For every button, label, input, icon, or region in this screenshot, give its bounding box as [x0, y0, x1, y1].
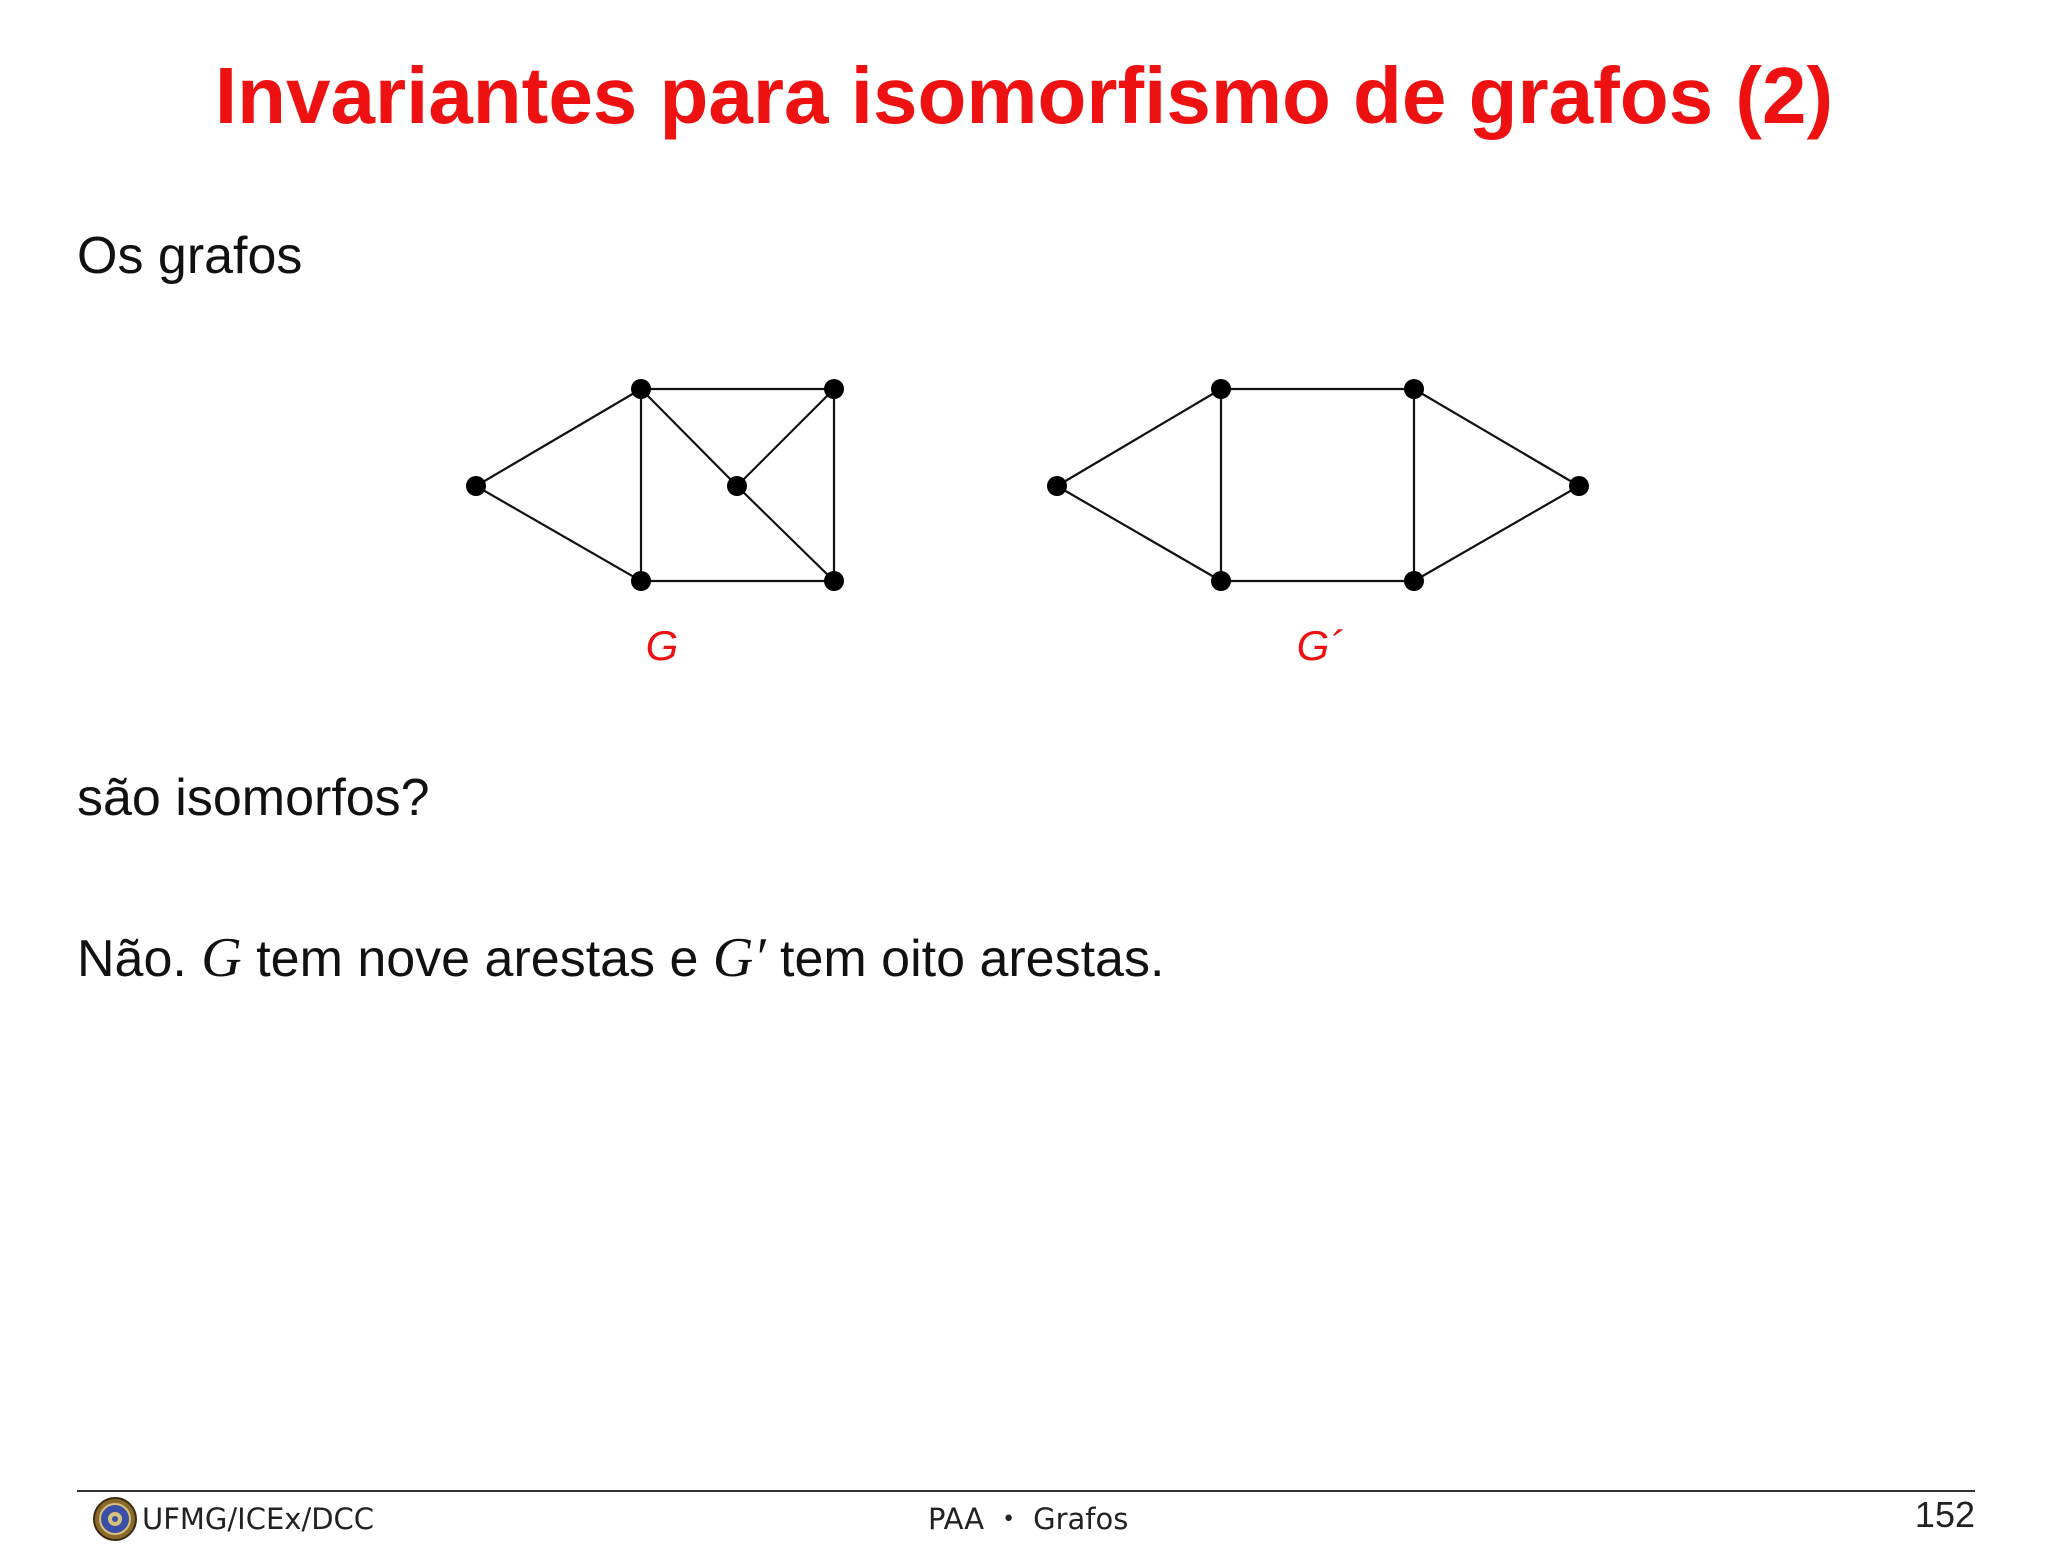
graphs-figure: [0, 0, 2048, 700]
graph-g-edge: [737, 389, 834, 486]
answer-text: [77, 926, 1164, 991]
graph-g-label: G: [645, 622, 679, 669]
graph-g-prime-edge: [1057, 486, 1221, 581]
answer-middle: tem nove arestas e: [241, 930, 713, 988]
footer-center: [928, 1502, 1128, 1536]
graph-g-vertices: [466, 379, 844, 591]
graph-g-prime: [1057, 389, 1579, 581]
footer-course: PAA: [928, 1502, 985, 1536]
graph-g-prime-edge: [1414, 389, 1579, 486]
intro-text: Os grafos: [77, 227, 303, 285]
footer-divider: [77, 1490, 1975, 1492]
math-g-prime: G′: [712, 927, 766, 989]
math-g: G: [201, 927, 242, 989]
ufmg-seal-icon: [92, 1496, 138, 1542]
graph-g: [476, 389, 834, 581]
answer-suffix: tem oito arestas.: [765, 930, 1165, 988]
graph-g-prime-vertices: [1047, 379, 1589, 591]
graph-g-prime-vertex: [1047, 476, 1067, 496]
graph-g-prime-label: G´: [1296, 622, 1344, 669]
graph-g-edge: [476, 486, 641, 581]
graph-g-vertex: [466, 476, 486, 496]
graph-g-vertex: [824, 571, 844, 591]
graph-g-edge: [641, 389, 737, 486]
graph-g-prime-edge: [1057, 389, 1221, 486]
graph-g-prime-vertex: [1211, 571, 1231, 591]
slide-title: Invariantes para isomorfismo de grafos (2): [214, 51, 1834, 140]
graph-g-edge: [737, 486, 834, 581]
footer-bullet: •: [1002, 1506, 1016, 1532]
graph-g-edge: [476, 389, 641, 486]
footer-topic: Grafos: [1033, 1502, 1129, 1536]
question-text: são isomorfos?: [77, 769, 430, 827]
graph-g-prime-vertex: [1211, 379, 1231, 399]
graph-g-prime-edge: [1414, 486, 1579, 581]
graph-g-prime-vertex: [1404, 571, 1424, 591]
graph-g-prime-vertex: [1569, 476, 1589, 496]
graph-g-vertex: [727, 476, 747, 496]
graph-g-prime-vertex: [1404, 379, 1424, 399]
graph-g-vertex: [631, 571, 651, 591]
graph-g-vertex: [631, 379, 651, 399]
footer-affiliation: [92, 1494, 374, 1544]
graph-g-vertex: [824, 379, 844, 399]
page-number: 152: [1914, 1494, 1975, 1535]
answer-prefix: Não.: [77, 930, 202, 988]
footer-left-text: UFMG/ICEx/DCC: [142, 1502, 375, 1536]
